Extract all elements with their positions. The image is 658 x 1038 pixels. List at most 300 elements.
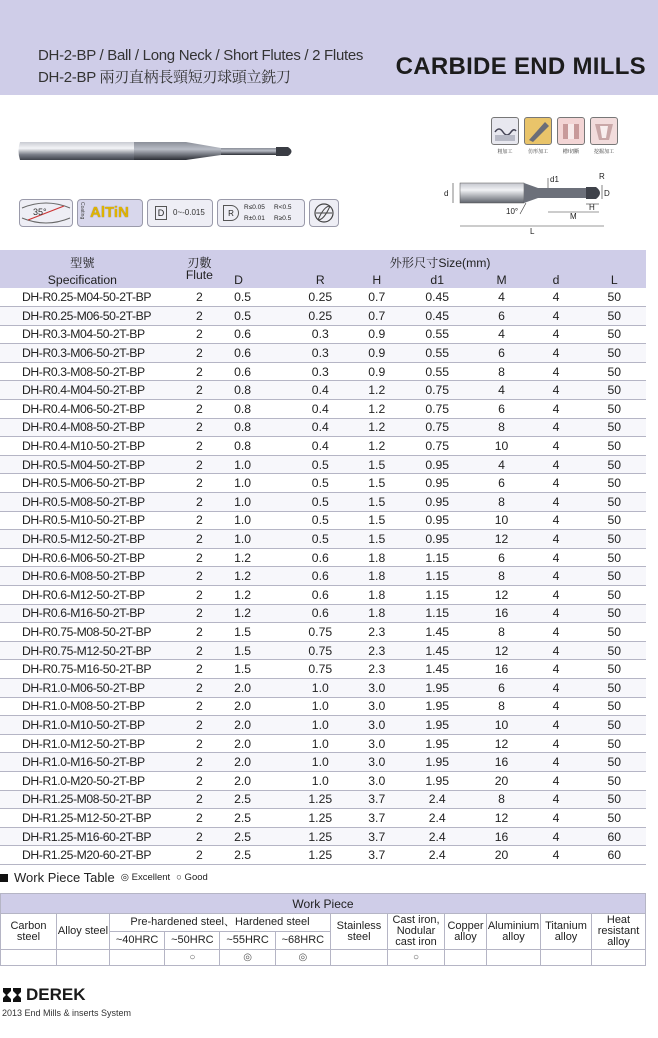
- cell-R: 0.6: [288, 548, 353, 567]
- table-row: [0, 790, 646, 809]
- cell-flute: 2: [165, 790, 234, 809]
- product-line-cn: DH-2-BP 兩刃直柄長頸短刃球頭立銑刀: [38, 69, 291, 86]
- table-row: [0, 362, 646, 381]
- cell-flute: 2: [165, 493, 234, 512]
- cell-D: 0.5: [234, 288, 287, 307]
- cell-H: 1.2: [353, 437, 401, 456]
- cell-spec: DH-R1.0-M16-50-2T-BP: [0, 753, 165, 772]
- cell-d: 4: [529, 381, 582, 400]
- cell-M: 6: [474, 344, 529, 363]
- table-row: [0, 678, 646, 697]
- cell-M: 4: [474, 381, 529, 400]
- cell-d: 4: [529, 530, 582, 549]
- bullet-square-icon: [0, 874, 8, 882]
- table-row: [0, 697, 646, 716]
- coating-value: AlTiN: [90, 204, 129, 221]
- cell-d1: 1.95: [401, 771, 474, 790]
- wp-mark: ○: [165, 950, 220, 966]
- cell-d: 4: [529, 678, 582, 697]
- table-row: [0, 567, 646, 586]
- cell-M: 12: [474, 641, 529, 660]
- cell-H: 1.5: [353, 530, 401, 549]
- cell-R: 1.25: [288, 827, 353, 846]
- cell-H: 0.7: [353, 307, 401, 326]
- wp-copper: Copper alloy: [445, 914, 487, 950]
- cell-flute: 2: [165, 697, 234, 716]
- dim-label-H: H: [589, 203, 595, 212]
- cell-spec: DH-R0.6-M08-50-2T-BP: [0, 567, 165, 586]
- cell-d1: 0.55: [401, 344, 474, 363]
- cell-flute: 2: [165, 604, 234, 623]
- cell-d: 4: [529, 586, 582, 605]
- table-row: [0, 400, 646, 419]
- cell-L: 60: [583, 846, 646, 865]
- cell-D: 2.5: [234, 809, 287, 828]
- col-d1: d1: [430, 272, 444, 287]
- cell-H: 0.9: [353, 344, 401, 363]
- cell-D: 2.0: [234, 771, 287, 790]
- cell-M: 10: [474, 511, 529, 530]
- cell-D: 2.0: [234, 753, 287, 772]
- cell-d1: 2.4: [401, 846, 474, 865]
- cell-D: 1.2: [234, 548, 287, 567]
- cell-M: 6: [474, 400, 529, 419]
- wp-mark: ◎: [220, 950, 275, 966]
- cell-R: 0.3: [288, 362, 353, 381]
- cell-H: 1.8: [353, 548, 401, 567]
- cell-M: 6: [474, 678, 529, 697]
- cell-L: 50: [583, 344, 646, 363]
- cell-spec: DH-R0.25-M06-50-2T-BP: [0, 307, 165, 326]
- cell-d: 4: [529, 325, 582, 344]
- cell-D: 2.5: [234, 827, 287, 846]
- cell-H: 1.5: [353, 493, 401, 512]
- cell-D: 0.8: [234, 381, 287, 400]
- cell-L: 50: [583, 362, 646, 381]
- cell-d1: 0.95: [401, 530, 474, 549]
- cell-spec: DH-R0.6-M06-50-2T-BP: [0, 548, 165, 567]
- cell-flute: 2: [165, 418, 234, 437]
- cell-H: 1.5: [353, 474, 401, 493]
- table-row: [0, 455, 646, 474]
- wp-mark: [541, 950, 592, 966]
- table-row: [0, 623, 646, 642]
- app-label-4: 挖掘加工: [593, 149, 614, 155]
- wp-hrc-68: ~68HRC: [275, 932, 330, 950]
- cell-flute: 2: [165, 660, 234, 679]
- cell-H: 1.2: [353, 400, 401, 419]
- cell-D: 1.0: [234, 493, 287, 512]
- cell-spec: DH-R1.25-M16-60-2T-BP: [0, 827, 165, 846]
- cell-flute: 2: [165, 678, 234, 697]
- cell-d: 4: [529, 307, 582, 326]
- cell-d: 4: [529, 641, 582, 660]
- cell-D: 2.0: [234, 716, 287, 735]
- cell-R: 0.6: [288, 604, 353, 623]
- wp-mark: [1, 950, 57, 966]
- wp-prehardened: Pre-hardened steel、Hardened steel: [110, 914, 331, 932]
- cell-L: 50: [583, 511, 646, 530]
- cell-R: 0.3: [288, 325, 353, 344]
- cell-R: 1.25: [288, 846, 353, 865]
- wp-mark: [57, 950, 110, 966]
- cell-d1: 1.15: [401, 548, 474, 567]
- cell-R: 1.25: [288, 790, 353, 809]
- cell-R: 0.75: [288, 660, 353, 679]
- cell-H: 3.0: [353, 771, 401, 790]
- work-piece-title: Work Piece Table: [14, 870, 115, 885]
- cell-R: 0.25: [288, 307, 353, 326]
- profile-machining-icon: [524, 117, 552, 145]
- wp-heat-resistant: Heat resistant alloy: [592, 914, 646, 950]
- header-model-cn: 型號: [70, 256, 95, 270]
- cell-L: 50: [583, 660, 646, 679]
- cell-R: 1.0: [288, 678, 353, 697]
- brand-logo: [2, 985, 86, 1005]
- legend-excellent: ◎ Excellent: [120, 872, 171, 883]
- col-R: R: [315, 272, 325, 287]
- cell-L: 50: [583, 771, 646, 790]
- table-row: [0, 307, 646, 326]
- cell-spec: DH-R0.5-M04-50-2T-BP: [0, 455, 165, 474]
- cell-M: 10: [474, 716, 529, 735]
- cell-d1: 0.75: [401, 418, 474, 437]
- cell-d: 4: [529, 846, 582, 865]
- cell-d: 4: [529, 493, 582, 512]
- cell-d1: 0.95: [401, 493, 474, 512]
- cell-flute: 2: [165, 809, 234, 828]
- cell-flute: 2: [165, 623, 234, 642]
- cell-flute: 2: [165, 753, 234, 772]
- cell-spec: DH-R0.4-M10-50-2T-BP: [0, 437, 165, 456]
- coating-label: Coating: [79, 202, 85, 220]
- cell-spec: DH-R0.6-M12-50-2T-BP: [0, 586, 165, 605]
- dim-label-R: R: [599, 172, 605, 181]
- cell-d: 4: [529, 716, 582, 735]
- cell-D: 1.0: [234, 474, 287, 493]
- work-piece-heading: [0, 870, 208, 885]
- cell-spec: DH-R1.0-M06-50-2T-BP: [0, 678, 165, 697]
- cell-R: 1.0: [288, 753, 353, 772]
- wp-mark: [110, 950, 165, 966]
- cell-flute: 2: [165, 362, 234, 381]
- cell-spec: DH-R1.25-M20-60-2T-BP: [0, 846, 165, 865]
- cell-spec: DH-R1.25-M08-50-2T-BP: [0, 790, 165, 809]
- cell-H: 2.3: [353, 623, 401, 642]
- cell-R: 0.5: [288, 493, 353, 512]
- header-model-en: Specification: [47, 272, 117, 287]
- cell-d1: 1.95: [401, 716, 474, 735]
- cell-M: 4: [474, 325, 529, 344]
- cell-R: 1.25: [288, 809, 353, 828]
- application-icons: [491, 117, 621, 157]
- cell-spec: DH-R0.3-M06-50-2T-BP: [0, 344, 165, 363]
- cell-M: 12: [474, 530, 529, 549]
- ball-nose-badge: [309, 199, 339, 227]
- cell-R: 1.0: [288, 716, 353, 735]
- wp-hrc-50: ~50HRC: [165, 932, 220, 950]
- cell-H: 0.9: [353, 325, 401, 344]
- col-d: d: [552, 272, 560, 287]
- table-row: [0, 734, 646, 753]
- cell-M: 20: [474, 771, 529, 790]
- col-H: H: [372, 272, 382, 287]
- work-piece-table: [0, 893, 646, 966]
- cell-D: 1.0: [234, 530, 287, 549]
- cell-M: 20: [474, 846, 529, 865]
- cell-flute: 2: [165, 846, 234, 865]
- col-M: M: [496, 272, 507, 287]
- cell-L: 50: [583, 697, 646, 716]
- cell-M: 16: [474, 660, 529, 679]
- cell-D: 2.0: [234, 697, 287, 716]
- table-row: [0, 660, 646, 679]
- cell-d: 4: [529, 418, 582, 437]
- ball-nose-icon: [310, 200, 338, 226]
- wp-mark: ◎: [275, 950, 330, 966]
- cell-d1: 1.45: [401, 660, 474, 679]
- cell-d: 4: [529, 344, 582, 363]
- wp-mark: [487, 950, 541, 966]
- cell-H: 3.7: [353, 827, 401, 846]
- cell-M: 8: [474, 418, 529, 437]
- cell-M: 12: [474, 734, 529, 753]
- cell-d: 4: [529, 809, 582, 828]
- cell-H: 0.9: [353, 362, 401, 381]
- cell-L: 50: [583, 530, 646, 549]
- product-line-en: DH-2-BP / Ball / Long Neck / Short Flutes / 2 Flutes: [38, 47, 364, 64]
- cell-R: 0.75: [288, 623, 353, 642]
- cell-M: 16: [474, 753, 529, 772]
- r-tol-3: R±0.01: [244, 215, 265, 222]
- cell-D: 2.5: [234, 846, 287, 865]
- cell-d: 4: [529, 604, 582, 623]
- cell-R: 0.4: [288, 381, 353, 400]
- cell-D: 1.5: [234, 623, 287, 642]
- cell-H: 1.2: [353, 418, 401, 437]
- cell-d1: 1.45: [401, 623, 474, 642]
- cell-H: 1.8: [353, 604, 401, 623]
- cell-L: 50: [583, 455, 646, 474]
- cell-spec: DH-R0.6-M16-50-2T-BP: [0, 604, 165, 623]
- d-tolerance-value: 0~-0.015: [173, 208, 205, 217]
- cell-D: 0.8: [234, 437, 287, 456]
- cell-spec: DH-R0.75-M12-50-2T-BP: [0, 641, 165, 660]
- cell-flute: 2: [165, 530, 234, 549]
- cell-M: 4: [474, 288, 529, 307]
- cell-d1: 1.15: [401, 567, 474, 586]
- cell-D: 0.6: [234, 344, 287, 363]
- cell-R: 0.4: [288, 418, 353, 437]
- cell-M: 8: [474, 567, 529, 586]
- cell-L: 50: [583, 641, 646, 660]
- d-symbol: D: [155, 206, 167, 220]
- r-tol-1: R≤0.05: [244, 204, 265, 211]
- work-piece-band: Work Piece: [1, 894, 646, 914]
- table-row: [0, 437, 646, 456]
- cell-H: 3.7: [353, 790, 401, 809]
- cell-d: 4: [529, 790, 582, 809]
- table-row: [0, 530, 646, 549]
- col-L: L: [610, 272, 618, 287]
- cell-L: 50: [583, 493, 646, 512]
- cell-R: 0.75: [288, 641, 353, 660]
- cell-L: 50: [583, 325, 646, 344]
- table-row: [0, 548, 646, 567]
- table-row: [0, 846, 646, 865]
- table-row: [0, 325, 646, 344]
- cell-D: 0.8: [234, 418, 287, 437]
- cell-M: 6: [474, 474, 529, 493]
- cell-R: 0.6: [288, 567, 353, 586]
- cell-M: 6: [474, 548, 529, 567]
- cell-spec: DH-R1.0-M10-50-2T-BP: [0, 716, 165, 735]
- cell-flute: 2: [165, 641, 234, 660]
- r-tol-4: R≥0.5: [274, 215, 292, 222]
- d-tolerance-badge: [147, 199, 213, 227]
- cell-flute: 2: [165, 827, 234, 846]
- cell-H: 3.7: [353, 809, 401, 828]
- cell-D: 1.2: [234, 567, 287, 586]
- cell-d1: 0.55: [401, 325, 474, 344]
- wp-mark: [445, 950, 487, 966]
- header-flute-cn: 刃數: [187, 256, 212, 270]
- cell-d1: 2.4: [401, 809, 474, 828]
- cell-d1: 2.4: [401, 827, 474, 846]
- cell-D: 1.0: [234, 455, 287, 474]
- cell-spec: DH-R0.75-M16-50-2T-BP: [0, 660, 165, 679]
- cell-d: 4: [529, 362, 582, 381]
- cell-d: 4: [529, 753, 582, 772]
- cell-M: 8: [474, 697, 529, 716]
- table-row: [0, 641, 646, 660]
- table-row: [0, 716, 646, 735]
- r-tolerance-badge: [217, 199, 305, 227]
- cell-d1: 1.45: [401, 641, 474, 660]
- cell-D: 1.0: [234, 511, 287, 530]
- cell-d1: 0.75: [401, 400, 474, 419]
- cell-spec: DH-R0.25-M04-50-2T-BP: [0, 288, 165, 307]
- cell-D: 1.2: [234, 586, 287, 605]
- spec-table-body: [0, 288, 646, 864]
- cell-L: 60: [583, 827, 646, 846]
- cell-flute: 2: [165, 567, 234, 586]
- app-label-2: 仿形加工: [527, 149, 548, 155]
- cell-M: 16: [474, 827, 529, 846]
- r-symbol: R: [223, 205, 239, 221]
- cell-D: 1.5: [234, 660, 287, 679]
- cell-H: 1.2: [353, 381, 401, 400]
- table-row: [0, 381, 646, 400]
- cell-d: 4: [529, 455, 582, 474]
- helix-angle-value: 35°: [33, 207, 47, 217]
- cell-spec: DH-R0.3-M08-50-2T-BP: [0, 362, 165, 381]
- cell-spec: DH-R0.5-M10-50-2T-BP: [0, 511, 165, 530]
- helix-angle-badge: [19, 199, 73, 227]
- cell-L: 50: [583, 400, 646, 419]
- col-D: D: [234, 272, 243, 287]
- cell-flute: 2: [165, 437, 234, 456]
- cell-spec: DH-R0.3-M04-50-2T-BP: [0, 325, 165, 344]
- brand-subtitle: 2013 End Mills & inserts System: [2, 1008, 132, 1018]
- table-row: [0, 288, 646, 307]
- cell-L: 50: [583, 753, 646, 772]
- cell-flute: 2: [165, 548, 234, 567]
- cell-D: 2.0: [234, 734, 287, 753]
- wp-hrc-40: ~40HRC: [110, 932, 165, 950]
- table-row: [0, 474, 646, 493]
- cell-R: 0.25: [288, 288, 353, 307]
- cell-M: 10: [474, 437, 529, 456]
- cell-d1: 1.95: [401, 753, 474, 772]
- dim-label-M: M: [570, 212, 577, 221]
- cell-H: 1.8: [353, 586, 401, 605]
- cell-L: 50: [583, 437, 646, 456]
- coating-badge: [77, 199, 143, 227]
- cell-H: 3.0: [353, 697, 401, 716]
- app-label-1: 粗加工: [497, 149, 513, 155]
- cell-H: 3.0: [353, 753, 401, 772]
- cell-d: 4: [529, 288, 582, 307]
- cell-d1: 0.95: [401, 474, 474, 493]
- cell-M: 8: [474, 623, 529, 642]
- cell-d1: 1.15: [401, 586, 474, 605]
- table-row: [0, 493, 646, 512]
- cell-spec: DH-R1.0-M20-50-2T-BP: [0, 771, 165, 790]
- wp-mark: [592, 950, 646, 966]
- legend-good: ○ Good: [176, 872, 208, 883]
- cell-d: 4: [529, 548, 582, 567]
- header-flute-en: Flute: [185, 268, 213, 282]
- cell-d: 4: [529, 511, 582, 530]
- cell-L: 50: [583, 790, 646, 809]
- pocket-machining-icon: [590, 117, 618, 145]
- cell-spec: DH-R0.5-M08-50-2T-BP: [0, 493, 165, 512]
- wp-alloy-steel: Alloy steel: [57, 914, 110, 950]
- dim-label-D: D: [604, 189, 610, 198]
- cell-d: 4: [529, 437, 582, 456]
- cell-L: 50: [583, 678, 646, 697]
- cell-flute: 2: [165, 586, 234, 605]
- brand-name: DEREK: [26, 985, 86, 1004]
- cell-L: 50: [583, 734, 646, 753]
- cell-M: 8: [474, 790, 529, 809]
- cell-D: 0.8: [234, 400, 287, 419]
- dim-label-angle: 10°: [506, 207, 519, 216]
- wp-hrc-55: ~55HRC: [220, 932, 275, 950]
- cell-spec: DH-R1.0-M08-50-2T-BP: [0, 697, 165, 716]
- cell-d1: 0.55: [401, 362, 474, 381]
- cell-L: 50: [583, 307, 646, 326]
- wp-stainless: Stainless steel: [331, 914, 388, 950]
- cell-R: 0.3: [288, 344, 353, 363]
- wp-carbon-steel: Carbon steel: [1, 914, 57, 950]
- cell-L: 50: [583, 288, 646, 307]
- table-row: [0, 344, 646, 363]
- cell-d1: 1.15: [401, 604, 474, 623]
- cell-d: 4: [529, 771, 582, 790]
- table-row: [0, 604, 646, 623]
- cell-R: 0.5: [288, 511, 353, 530]
- wp-cast-iron: Cast iron, Nodular cast iron: [388, 914, 445, 950]
- cell-H: 1.5: [353, 455, 401, 474]
- cell-flute: 2: [165, 474, 234, 493]
- cell-H: 3.0: [353, 716, 401, 735]
- cell-M: 8: [474, 362, 529, 381]
- cell-flute: 2: [165, 381, 234, 400]
- dim-label-L: L: [530, 227, 535, 236]
- cell-d1: 0.45: [401, 307, 474, 326]
